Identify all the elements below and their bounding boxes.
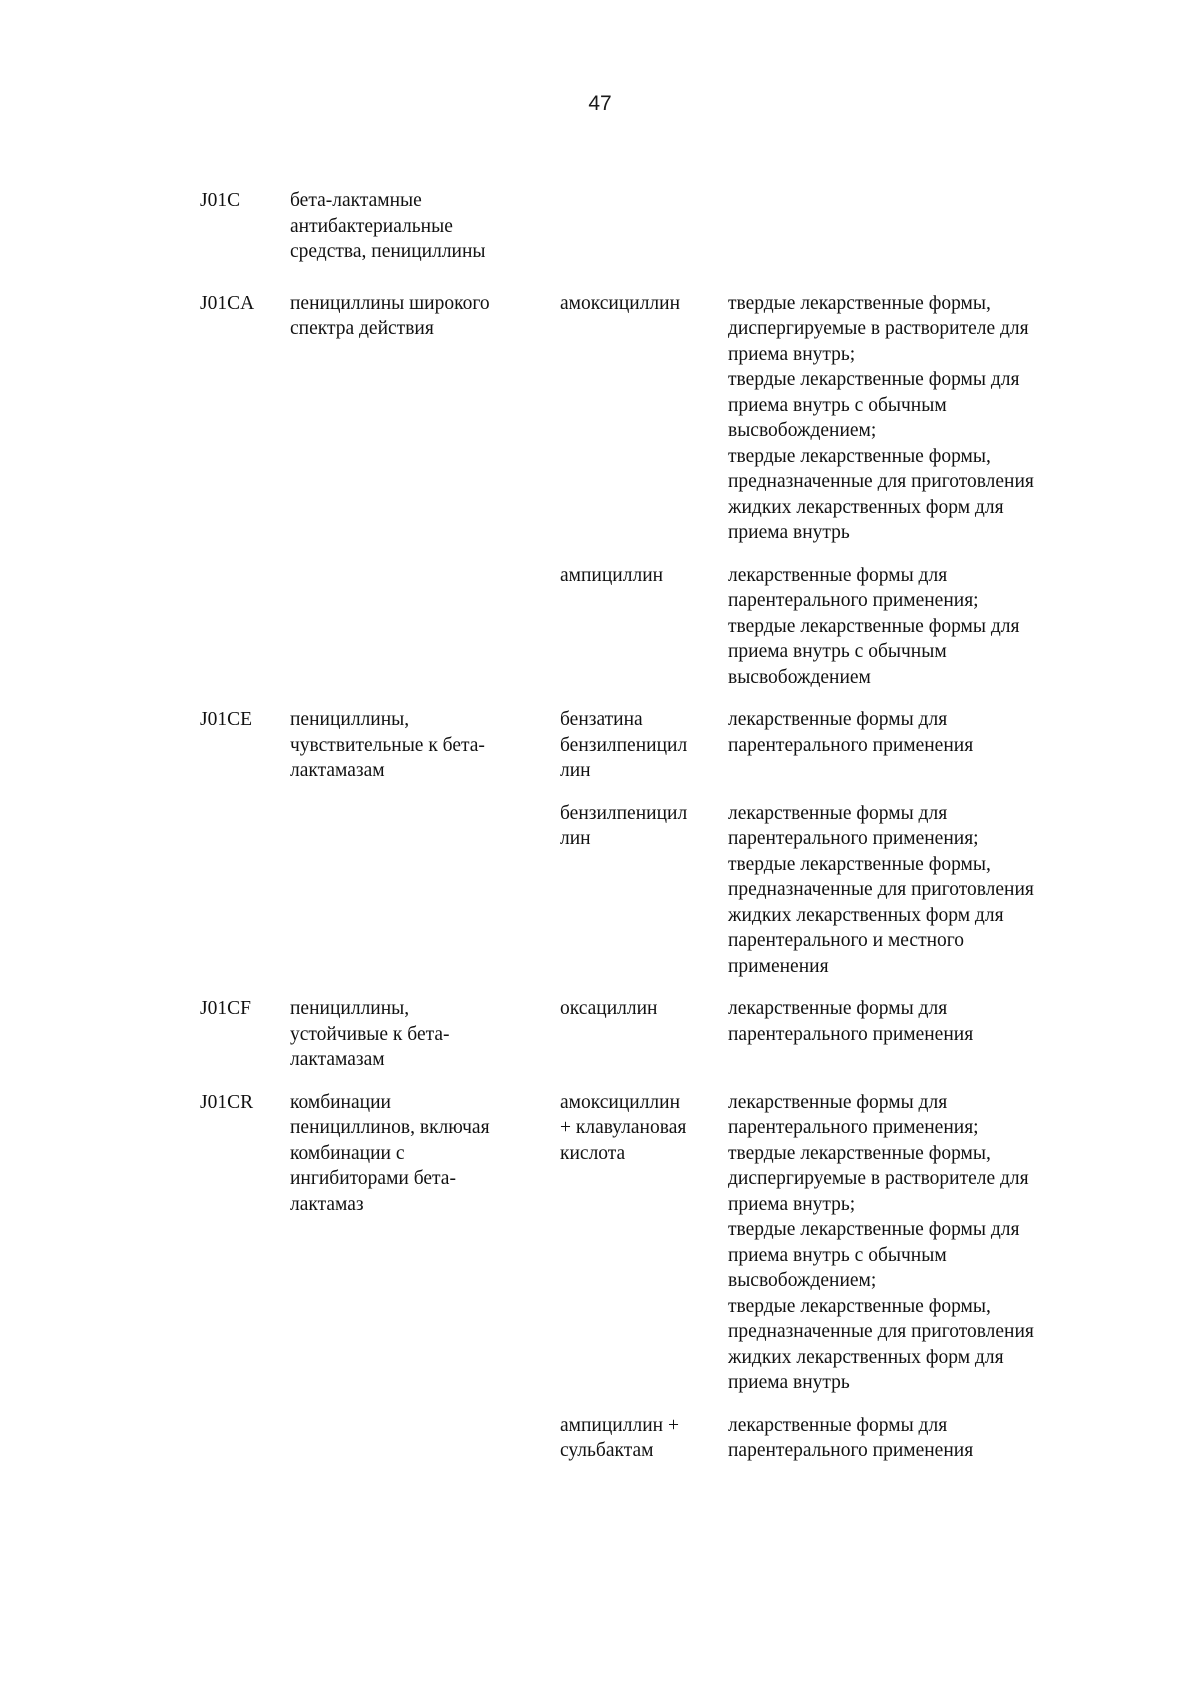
group-name-line: лактамаз (290, 1193, 364, 1215)
dosage-forms-line: высвобождением (728, 666, 871, 688)
atc-code: J01C (200, 190, 241, 211)
dosage-forms (728, 563, 1100, 691)
dosage-forms-line: приема внутрь с обычным (728, 394, 947, 416)
dosage-forms-line: парентерального применения; (728, 1117, 979, 1138)
dosage-forms-line: твердые лекарственные формы для (728, 615, 1020, 637)
dosage-forms-line: приема внутрь с обычным (728, 1244, 947, 1266)
dosage-forms-line: парентерального применения (728, 734, 974, 756)
table-row (200, 801, 1100, 980)
drug-name (560, 291, 728, 317)
group-name-line: средства, пенициллины (290, 241, 486, 262)
group-name-line: спектра действия (290, 318, 434, 339)
table-row (200, 996, 1100, 1073)
dosage-forms-line: диспергируемые в растворителе для (728, 1168, 1029, 1189)
drug-name-line: лин (560, 760, 591, 781)
dosage-forms-line: жидких лекарственных форм для (728, 496, 1004, 518)
drug-name (560, 1413, 728, 1464)
drug-name (560, 801, 728, 852)
group-name (290, 707, 560, 784)
group-name-line: пенициллины, (290, 709, 410, 730)
group-name-line: лактамазам (290, 1049, 385, 1070)
group-name-line: антибактериальные (290, 215, 453, 237)
group-name (290, 1090, 560, 1218)
drug-name-line: + клавулановая (560, 1117, 687, 1138)
dosage-forms-line: применения (728, 955, 829, 977)
group-name-line: комбинации (290, 1091, 391, 1113)
group-name-line: лактамазам (290, 760, 385, 781)
table-row (200, 707, 1100, 784)
drug-name-line: ампициллин (560, 564, 664, 586)
table-row (200, 291, 1100, 546)
dosage-forms-line: предназначенные для приготовления (728, 1321, 1034, 1342)
group-name-line: бета-лактамные (290, 190, 422, 211)
drug-name (560, 996, 728, 1022)
group-name-line: устойчивые к бета- (290, 1023, 450, 1045)
drug-name (560, 563, 728, 589)
dosage-forms-line: твердые лекарственные формы, (728, 853, 991, 875)
dosage-forms (728, 996, 1100, 1047)
drug-name (560, 707, 728, 784)
dosage-forms-line: твердые лекарственные формы, (728, 292, 991, 314)
dosage-forms-line: лекарственные формы для (728, 1414, 948, 1436)
drug-name-line: амоксициллин (560, 1091, 681, 1113)
dosage-forms-line: парентерального применения (728, 1023, 974, 1045)
table-row (200, 1413, 1100, 1464)
drug-name-line: бензатина (560, 709, 643, 730)
drug-name-line: бензилпеницил (560, 734, 688, 756)
atc-code: J01CF (200, 998, 251, 1019)
atc-code: J01CE (200, 709, 253, 730)
group-name-line: пенициллины, (290, 998, 410, 1019)
group-name-line: комбинации с (290, 1142, 405, 1164)
dosage-forms-line: лекарственные формы для (728, 1091, 948, 1113)
dosage-forms-line: высвобождением; (728, 1270, 877, 1291)
drug-name-line: ампициллин + (560, 1414, 679, 1436)
drug-name-line: бензилпеницил (560, 802, 688, 824)
dosage-forms-line: лекарственные формы для (728, 998, 948, 1019)
table-row (200, 1090, 1100, 1396)
page-number: 47 (588, 92, 612, 115)
dosage-forms-line: парентерального применения (728, 1440, 974, 1461)
dosage-forms-line: приема внутрь с обычным (728, 641, 947, 662)
dosage-forms-line: высвобождением; (728, 420, 877, 441)
drug-name (560, 1090, 728, 1167)
group-name (290, 996, 560, 1073)
drug-name-line: лин (560, 828, 591, 849)
drug-name-line: амоксициллин (560, 292, 681, 314)
group-name-line: чувствительные к бета- (290, 734, 485, 756)
drug-table (200, 188, 1100, 1464)
dosage-forms-line: предназначенные для приготовления (728, 879, 1034, 900)
dosage-forms (728, 801, 1100, 980)
dosage-forms (728, 291, 1100, 546)
dosage-forms-line: диспергируемые в растворителе для (728, 318, 1029, 339)
dosage-forms-line: твердые лекарственные формы для (728, 369, 1020, 390)
dosage-forms-line: твердые лекарственные формы, (728, 1142, 991, 1164)
atc-code: J01CA (200, 292, 255, 314)
group-name-line: пенициллины широкого (290, 292, 490, 314)
dosage-forms-line: парентерального применения; (728, 590, 979, 611)
dosage-forms (728, 707, 1100, 758)
dosage-forms-line: твердые лекарственные формы, (728, 445, 991, 467)
dosage-forms-line: приема внутрь; (728, 343, 856, 365)
drug-name-line: сульбактам (560, 1440, 654, 1461)
dosage-forms-line: твердые лекарственные формы, (728, 1295, 991, 1317)
dosage-forms-line: приема внутрь (728, 522, 850, 543)
dosage-forms-line: предназначенные для приготовления (728, 471, 1034, 492)
dosage-forms-line: лекарственные формы для (728, 802, 948, 824)
group-name (290, 188, 560, 265)
dosage-forms (728, 1413, 1100, 1464)
dosage-forms-line: парентерального и местного (728, 930, 965, 951)
group-name (290, 291, 560, 342)
dosage-forms-line: парентерального применения; (728, 828, 979, 849)
dosage-forms-line: приема внутрь; (728, 1193, 856, 1215)
dosage-forms-line: жидких лекарственных форм для (728, 904, 1004, 926)
dosage-forms-line: лекарственные формы для (728, 564, 948, 586)
dosage-forms-line: твердые лекарственные формы для (728, 1219, 1020, 1240)
group-name-line: пенициллинов, включая (290, 1117, 490, 1138)
table-row (200, 188, 1100, 265)
dosage-forms-line: приема внутрь (728, 1372, 850, 1393)
drug-name-line: оксациллин (560, 998, 658, 1019)
atc-code: J01CR (200, 1091, 254, 1113)
group-name-line: ингибиторами бета- (290, 1168, 456, 1189)
dosage-forms (728, 1090, 1100, 1396)
drug-name-line: кислота (560, 1142, 626, 1164)
dosage-forms-line: лекарственные формы для (728, 709, 948, 730)
dosage-forms-line: жидких лекарственных форм для (728, 1346, 1004, 1368)
table-row (200, 563, 1100, 691)
